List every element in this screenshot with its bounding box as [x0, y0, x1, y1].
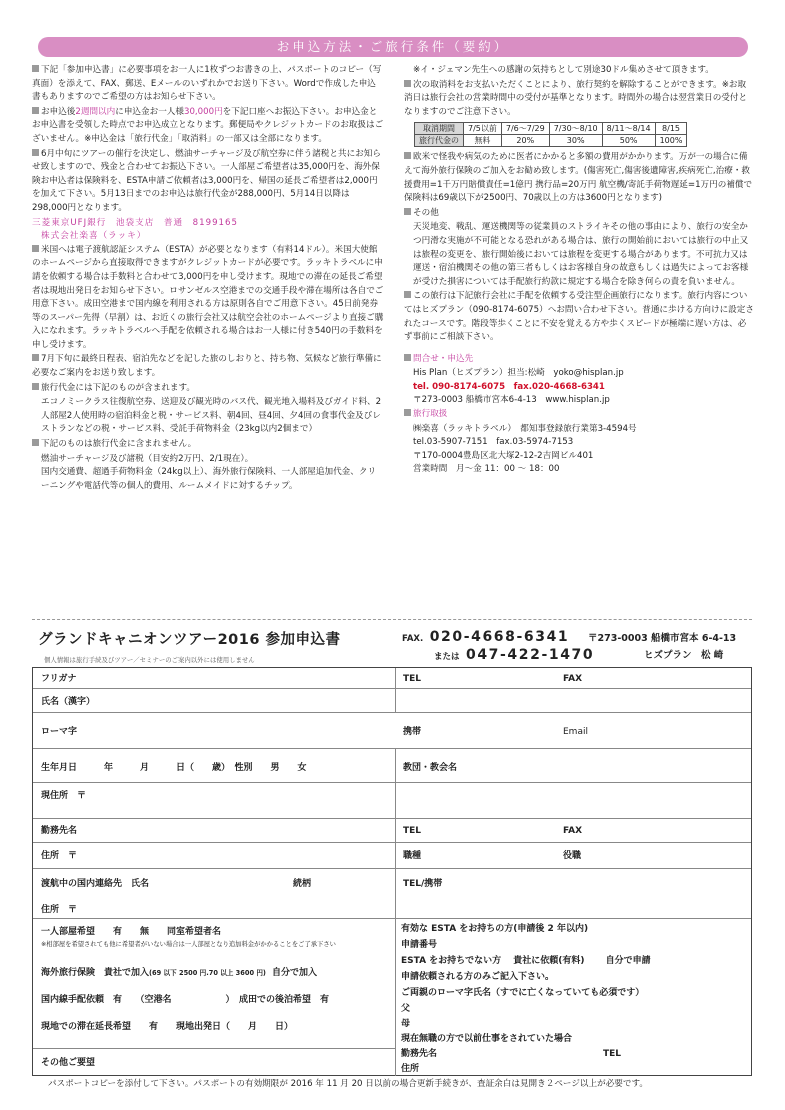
table-row: [415, 135, 687, 147]
cut-line: [32, 619, 752, 620]
previous-work-tel-field[interactable]: TEL: [603, 1049, 622, 1059]
plan-info: この旅行は下記旅行会社に手配を依頼する受注型企画旅行になります。旅行内容についてはヒズプラン（090-8174-6075）へお問い合わせ下さい。普通に歩ける方向けに設定されたコースです。階段等歩くことに不安を覚える方や歩くスピードが極端に遅い方は、必ず事前にご相談下さい。: [404, 291, 754, 343]
deposit-info: お申込後2週間以内に申込金お一人様30,000円を下記口座へお振込下さい。お申込金とお申込書を受領した時点でお申込成立となります。郵便局やクレジットカードのお取扱はございません。※申込金は「旅行代金」「取消料」の一部又は全部になります。: [32, 106, 384, 144]
square-bullet-icon: [32, 383, 39, 390]
mobile-field[interactable]: 携帯: [403, 727, 422, 737]
form-divider: [33, 818, 751, 819]
furigana-field[interactable]: フリガナ: [41, 674, 77, 684]
form-vdivider: [395, 668, 396, 712]
square-bullet-icon: [404, 80, 411, 87]
table-cell: 8/11〜8/14: [602, 123, 655, 135]
previous-job-label: 現在無職の方で以前仕事をされていた場合: [401, 1034, 573, 1044]
square-bullet-icon: [404, 409, 411, 416]
square-bullet-icon: [404, 152, 411, 159]
form-privacy-note: 個人情報は旅行手続及びツアー／セミナーのご案内以外には使用しません: [44, 656, 255, 664]
square-bullet-icon: [32, 245, 39, 252]
contact-phone[interactable]: tel. 090-8174-6075 fax.020-4668-6341: [413, 381, 605, 392]
roman-name-field[interactable]: ローマ字: [41, 727, 78, 737]
square-bullet-icon: [32, 149, 39, 156]
esta-info: 米国へは電子渡航認証システム（ESTA）が必要となります（有料14ドル）。米国大使館のホームページから直接取得できますがクレジットカードが必要です。ラッキトラベルに申請を依頼する場合は手数料と合わせて3,000円を申し受けます。現地での滞在の延長ご希望者は現地出発日をお知らせ下さい。ロサンゼルス空港までの交通手段や滞在場所は各自でご用意下さい。成田空港まで国内線を利用される方は原則各自でご用意下さい。45日前発券等のスーパー先得（早割）は、お近くの旅行会社又は航空会社のホームページより直接ご購入になれます。ラッキトラベルへ手配を依頼される場合はお一人様に付き540円の手数料を申し受けます。: [32, 244, 384, 350]
excluded-text: 燃油サーチャージ及び諸税（目安約2万円、2/1現在）。 国内交通費、超過手荷物料金（24kg以上）、海外旅行保険料、一人部屋追加代金、クリーニングや電話代等の個人的費用、ルームメイドに対するチップ。: [41, 453, 377, 491]
table-cell: 無料: [464, 135, 502, 147]
form-divider: [33, 1048, 395, 1049]
itinerary-info: 7月下旬に最終日程表、宿泊先などを記した旅のしおりと、持ち物、気候など旅行準備に必要なご案内をお送り致します。: [32, 354, 382, 379]
other-text: 天災地変、戦乱、運送機関等の従業員のストライキその他の事由により、旅行の安全かつ円滑な実施が不可能となる恐れがある場合は、旅行の開始前においては旅行の中止又は旅程の変更を、旅行開始後においては旅程を変更する場合があります。不可抗力又は運送・宿泊機関その他の第三者もしくはお客様自身の故意もしくは過失によってお客様が受けた損害については手配旅行約款に規定する場合を除き何らの責を負いません。: [413, 222, 749, 287]
name-field[interactable]: 氏名（漢字）: [41, 697, 96, 707]
contact-address: 〒273-0003 船橋市宮本6-4-13 www.hisplan.jp: [413, 395, 610, 406]
form-divider: [33, 868, 751, 869]
agency-hours: 営業時間 月〜金 11：00 〜 18：00: [413, 464, 560, 475]
square-bullet-icon: [32, 439, 39, 446]
form-address: 〒273-0003 船橋市宮本 6-4-13: [588, 633, 737, 644]
passport-footer-note: パスポートコピーを添付して下さい。パスポートの有効期限が 2016 年 11 月 20 日以前の場合更新手続きが、査証余白は見開き２ページ以上が必要です。: [48, 1079, 648, 1089]
esta-request-field[interactable]: ESTA をお持ちでない方 貴社に依頼(有料) 自分で申請: [401, 956, 651, 966]
stay-extension-field[interactable]: 現地での滞在延長希望 有 現地出発日（ 月 日）: [41, 1022, 294, 1032]
domestic-flight-field[interactable]: 国内線手配依頼 有 （空港名 ） 成田での後泊希望 有: [41, 995, 330, 1005]
work-tel-field[interactable]: TEL: [403, 826, 422, 836]
previous-work-address-field[interactable]: 住所: [401, 1064, 420, 1074]
fax-number-primary: FAX. 020-4668-6341: [402, 629, 570, 645]
form-contact-person: ヒズプラン 松 崎: [644, 650, 724, 661]
contact-head: 問合せ・申込先: [404, 353, 754, 367]
balance-payment: 6月中旬にツアーの催行を決定し、燃油サーチャージ及び航空券に伴う諸税と共にお知らせ致しますので、残金と合わせてお振込下さい。一人部屋ご希望者は35,000円を、海外保険お申込者は保険料を、ESTA申請ご依頼者は3,000円を、帰国の延長ご希望者は2,000円を加えて下さい。5月13日までのお申込は旅行代金が288,000円、5月14日以降は298,000円となります。: [32, 148, 381, 213]
table-cell: 旅行代金の: [415, 135, 464, 147]
form-divider: [33, 688, 751, 689]
cancellation-table: [414, 122, 687, 147]
form-divider: [33, 712, 751, 713]
tel-field[interactable]: TEL: [403, 674, 422, 684]
included-text: エコノミークラス往復航空券、送迎及び観光時のバス代、観光地入場料及びガイド料、2人部屋2人使用時の宿泊料金と税・サービス料、朝4回、昼4回、夕4回の食事代金及びレストランなどの税・サービス料、受託手荷物料金（23kg以内2個まで）: [41, 397, 382, 435]
table-cell: 取消期間: [415, 123, 464, 135]
table-row: [415, 123, 687, 135]
form-title: グランドキャニオンツアー2016 参加申込書: [38, 632, 341, 648]
fax-field[interactable]: FAX: [563, 674, 583, 684]
other-requests-field[interactable]: その他ご要望: [41, 1058, 96, 1068]
bank-account: 三菱東京UFJ銀行 池袋支店 普通 8199165: [32, 217, 238, 228]
workplace-field[interactable]: 勤務先名: [41, 826, 78, 836]
fax-number-secondary: または 047-422-1470: [434, 647, 595, 663]
form-divider: [33, 918, 751, 919]
agency-head: 旅行取扱: [404, 408, 754, 422]
work-address-field[interactable]: 住所 〒: [41, 851, 78, 861]
birth-gender-field[interactable]: 生年月日 年 月 日（ 歳） 性別 男 女: [41, 763, 307, 773]
relation-field[interactable]: 続柄: [293, 879, 312, 889]
agency-phone: tel.03-5907-7151 fax.03-5974-7153: [413, 437, 574, 448]
father-field[interactable]: 父: [401, 1004, 411, 1014]
square-bullet-icon: [404, 354, 411, 361]
square-bullet-icon: [32, 65, 39, 72]
form-vdivider: [395, 818, 396, 918]
work-fax-field[interactable]: FAX: [563, 826, 583, 836]
email-field[interactable]: Email: [563, 727, 588, 737]
included-head: 旅行代金には下記のものが含まれます。: [32, 382, 384, 396]
bank-account-holder: 株式会社楽喜（ラッキ）: [41, 231, 147, 242]
single-room-note: ※相部屋を希望されても他に希望者がいない場合は一人部屋となり追加料金がかかることをご了承下さい: [41, 941, 336, 948]
table-cell: 7/6〜7/29: [501, 123, 549, 135]
church-field[interactable]: 教団・教会名: [403, 763, 458, 773]
single-room-field[interactable]: 一人部屋希望 有 無 同室希望者名: [41, 927, 222, 937]
domestic-address-field[interactable]: 住所 〒: [41, 905, 78, 915]
position-field[interactable]: 役職: [563, 851, 582, 861]
cancellation-info: 次の取消料をお支払いただくことにより、旅行契約を解除することができます。※お取消日は旅行会社の営業時間中の受付が基準となります。時間外の場合は翌営業日の受付となりますのでご注意下さい。: [404, 79, 748, 117]
other-head: その他: [404, 207, 754, 221]
form-header: [32, 628, 752, 666]
domestic-tel-field[interactable]: TEL/携帯: [403, 879, 443, 889]
parents-name-label: ご両親のローマ字氏名（すでに亡くなっていても必須です）: [401, 988, 645, 998]
conditions-header-band: お申込方法・ご旅行条件（要約）: [38, 37, 748, 57]
table-cell: 20%: [501, 135, 549, 147]
excluded-head: 下記のものは旅行代金に含まれません。: [32, 438, 384, 452]
right-column: [404, 64, 754, 477]
gratitude-note: ※イ・ジェマン先生への感謝の気持ちとして別途30ドル集めさせて頂きます。: [413, 65, 714, 75]
table-cell: 50%: [602, 135, 655, 147]
esta-number-field[interactable]: 申請番号: [401, 940, 438, 950]
table-cell: 7/30〜8/10: [549, 123, 602, 135]
square-bullet-icon: [32, 354, 39, 361]
insurance-info: 欧米で怪我や病気のために医者にかかると多額の費用がかかります。万が一の場合に備えて海外旅行保険のご加入をお勧め致します。(傷害死亡,傷害後遺障害,疾病死亡,治療・救援費用=1千万円賠償責任=1億円 携行品=20万円 航空機/寄託手荷物遅延=1万円の補償で保険料は69歳以下が2500円、70歳以上の方は3600円となります): [404, 152, 753, 204]
previous-workplace-field[interactable]: 勤務先名: [401, 1049, 438, 1059]
table-cell: 8/15: [655, 123, 687, 135]
square-bullet-icon: [404, 291, 411, 298]
square-bullet-icon: [32, 107, 39, 114]
address-field[interactable]: 現住所 〒: [41, 791, 87, 801]
form-divider: [33, 782, 751, 783]
table-cell: 100%: [655, 135, 687, 147]
mother-field[interactable]: 母: [401, 1019, 411, 1029]
application-method: 下記「参加申込書」に必要事項をお一人に1枚ずつお書きの上、パスポートのコピー（写真面）を添えて、FAX、郵送、Eメールのいずれかでお送り下さい。Wordで作成した申込書もありますのでご希望の方はお知らせ下さい。: [32, 65, 382, 103]
table-cell: 7/5以前: [464, 123, 502, 135]
esta-valid-field[interactable]: 有効な ESTA をお持ちの方(申請後 2 年以内): [401, 924, 589, 934]
contact-line: His Plan（ヒズプラン）担当:松崎 yoko@hisplan.jp: [413, 368, 624, 379]
agency-address: 〒170-0004豊島区北大塚2-12-2吉岡ビル401: [413, 450, 594, 461]
esta-request-note: 申請依頼される方のみご記入下さい。: [401, 972, 555, 982]
left-column: [32, 64, 384, 494]
domestic-contact-field[interactable]: 渡航中の国内連絡先 氏名: [41, 879, 150, 889]
table-cell: 30%: [549, 135, 602, 147]
form-divider: [33, 842, 751, 843]
insurance-field[interactable]: 海外旅行保険 貴社で加入(69 以下 2500 円.70 以上 3600 円) 自分で加入: [41, 968, 317, 978]
square-bullet-icon: [404, 208, 411, 215]
form-divider: [33, 748, 751, 749]
application-form: [32, 667, 752, 1076]
form-vdivider: [395, 748, 396, 818]
occupation-field[interactable]: 職種: [403, 851, 422, 861]
agency-line: ㈱楽喜（ラッキトラベル） 都知事登録旅行業第3-4594号: [413, 423, 637, 434]
form-vdivider: [395, 918, 396, 1076]
